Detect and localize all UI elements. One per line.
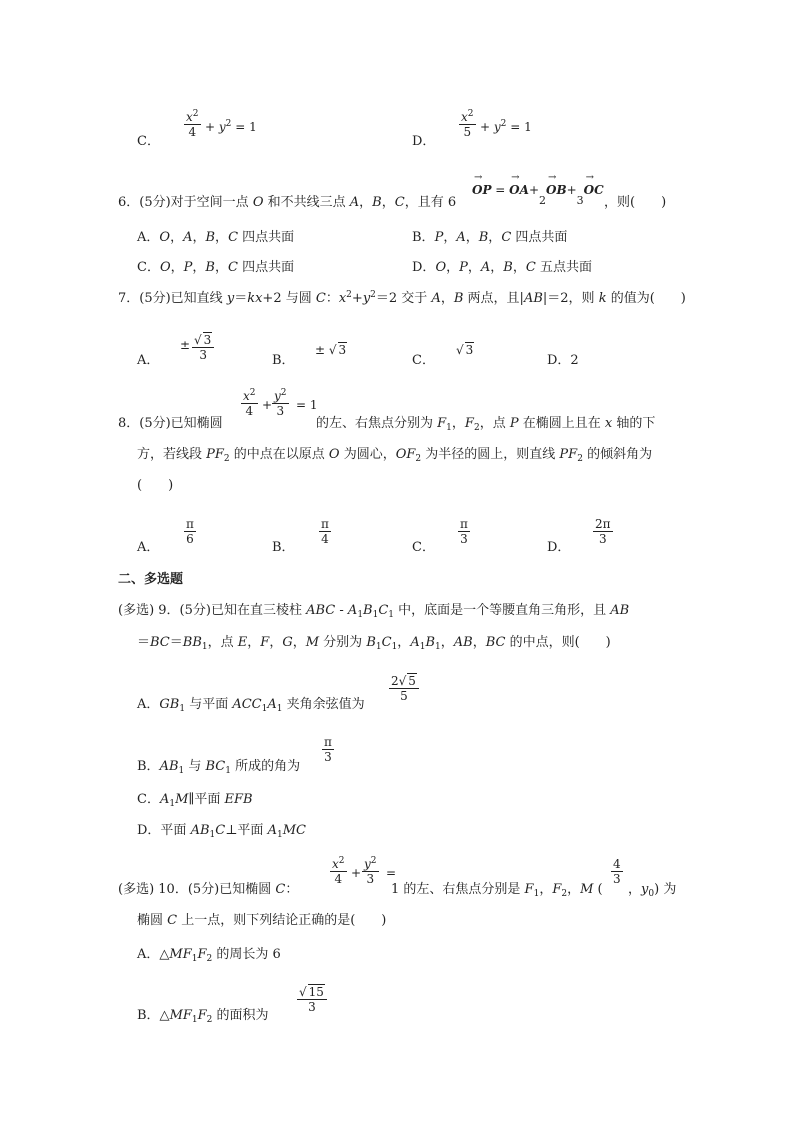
q5-option-c-label: C． bbox=[137, 134, 160, 149]
q7-option-c-label: C． bbox=[412, 353, 435, 368]
q8-option-b-label: B． bbox=[272, 540, 295, 555]
q5-d-num: $x^2$ bbox=[461, 109, 474, 124]
q5-option-c-rest: + $y^2 = 1$ bbox=[205, 119, 257, 134]
q8-line3: ( ) bbox=[137, 478, 174, 493]
q10-m-x-fraction: 4 3 bbox=[613, 857, 621, 886]
q6-vector-equation: → OP = → OA+2→ OB+3→ OC bbox=[472, 183, 604, 197]
q9-option-b-fraction: π 3 bbox=[324, 735, 332, 764]
q8-option-c-label: C． bbox=[412, 540, 435, 555]
q8-option-d-fraction: 2π 3 bbox=[595, 517, 611, 546]
q8-stem-post: 的左、右焦点分别为 $F_1$，$F_2$，点 P 在椭圆上且在 x 轴的下 bbox=[316, 416, 656, 433]
q5-option-d-rest: + $y^2 = 1$ bbox=[480, 119, 532, 134]
q10-ellipse-x-term: $x^2$ 4 bbox=[332, 856, 345, 886]
q7-option-c-value: √ 3 bbox=[456, 343, 474, 357]
q8-ellipse-equals: = 1 bbox=[296, 398, 318, 412]
q8-option-c-fraction: π 3 bbox=[460, 517, 468, 546]
q9-option-c: C．$A_1M\parallel$平面 EFB bbox=[137, 792, 253, 809]
q5-c-num: $x^2$ bbox=[186, 109, 199, 124]
q10-option-b: B．$\triangle MF_1F_2$ 的面积为 bbox=[137, 1008, 269, 1025]
q10-ellipse-equals: = bbox=[386, 866, 397, 880]
q6-stem: 6．(5分)对于空间一点 O 和不共线三点 A，B，C，且有 6 bbox=[118, 195, 457, 210]
q9-option-d: D．平面 $AB_1C\perp$平面 $A_1MC$ bbox=[137, 823, 306, 840]
q7-option-d: D．2 bbox=[547, 353, 579, 368]
q7-option-b-label: B． bbox=[272, 353, 295, 368]
q8-option-d-label: D． bbox=[547, 540, 571, 555]
q9-line1: (多选) 9．(5分)已知在直三棱柱 ABC - $A_1B_1C_1$ 中，底面是一个等腰直角三角形，且 AB bbox=[118, 603, 630, 620]
q5-option-d-fraction bbox=[459, 110, 476, 139]
q5-c-den: 4 bbox=[188, 125, 197, 139]
q6-option-a: A．O，A，B，C 四点共面 bbox=[137, 230, 295, 245]
q10-line2: 椭圆 C 上一点，则下列结论正确的是( ) bbox=[137, 913, 387, 928]
q10-stem-post2: ，$y_0$) 为 bbox=[628, 882, 677, 899]
q5-option-d-label: D． bbox=[412, 134, 436, 149]
q9-line2: $=BC=BB_1$，点 E，F，G，M 分别为 $B_1C_1$，$A_1B_1$，AB，BC 的中点，则( ) bbox=[137, 635, 611, 652]
q8-option-a-fraction: π 6 bbox=[186, 517, 194, 546]
q7-option-b-value: ± √ 3 bbox=[315, 343, 347, 357]
q10-stem-pre: (多选) 10．(5分)已知椭圆 C： bbox=[118, 882, 299, 897]
q5-option-c-fraction bbox=[184, 110, 201, 139]
q7-option-a-label: A． bbox=[137, 353, 160, 368]
q10-ellipse-y-term: $y^2$ 3 bbox=[364, 856, 377, 886]
q10-stem-post: 1 的左、右焦点分别是 $F_1$，$F_2$，M ( bbox=[391, 882, 603, 899]
q6-option-d: D．O，P，A，B，C 五点共面 bbox=[412, 260, 592, 275]
q8-ellipse-x-term: $x^2$ 4 bbox=[243, 388, 256, 418]
q6-option-c: C．O，P，B，C 四点共面 bbox=[137, 260, 295, 275]
q8-ellipse-y-term: $y^2$ 3 bbox=[274, 388, 287, 418]
q9-option-a: A．$GB_1$ 与平面 $ACC_1A_1$ 夹角余弦值为 bbox=[137, 697, 365, 714]
q6-tail: ，则( ) bbox=[604, 195, 667, 210]
q7-option-a-fraction: √ 3 3 bbox=[192, 332, 214, 362]
q6-option-b: B．P，A，B，C 四点共面 bbox=[412, 230, 568, 245]
q7-option-a-pm: ± bbox=[180, 338, 191, 352]
q8-option-a-label: A． bbox=[137, 540, 160, 555]
q8-line2: 方，若线段 $PF_2$ 的中点在以原点 O 为圆心，$OF_2$ 为半径的圆上，则直线 $PF_2$ 的倾斜角为 bbox=[137, 447, 653, 464]
q9-option-b: B．$AB_1$ 与 $BC_1$ 所成的角为 bbox=[137, 759, 301, 776]
q10-option-a: A．$\triangle MF_1F_2$ 的周长为 6 bbox=[137, 947, 281, 964]
q7-stem: 7．(5分)已知直线 y＝kx+2 与圆 C：$x^2+y^2=2$ 交于 A，B 两点，且|AB|＝2，则 k 的值为( ) bbox=[118, 290, 686, 306]
q8-ellipse-plus: + bbox=[262, 398, 273, 412]
q10-ellipse-plus: + bbox=[351, 866, 362, 880]
q8-option-b-fraction: π 4 bbox=[321, 517, 329, 546]
q9-option-a-fraction: 2√ 5 5 bbox=[389, 673, 419, 703]
q10-option-b-fraction: √ 15 3 bbox=[297, 984, 327, 1014]
q8-stem-pre: 8．(5分)已知椭圆 bbox=[118, 416, 223, 431]
section-heading: 二、多选题 bbox=[118, 572, 184, 587]
q5-d-den: 5 bbox=[463, 125, 472, 139]
